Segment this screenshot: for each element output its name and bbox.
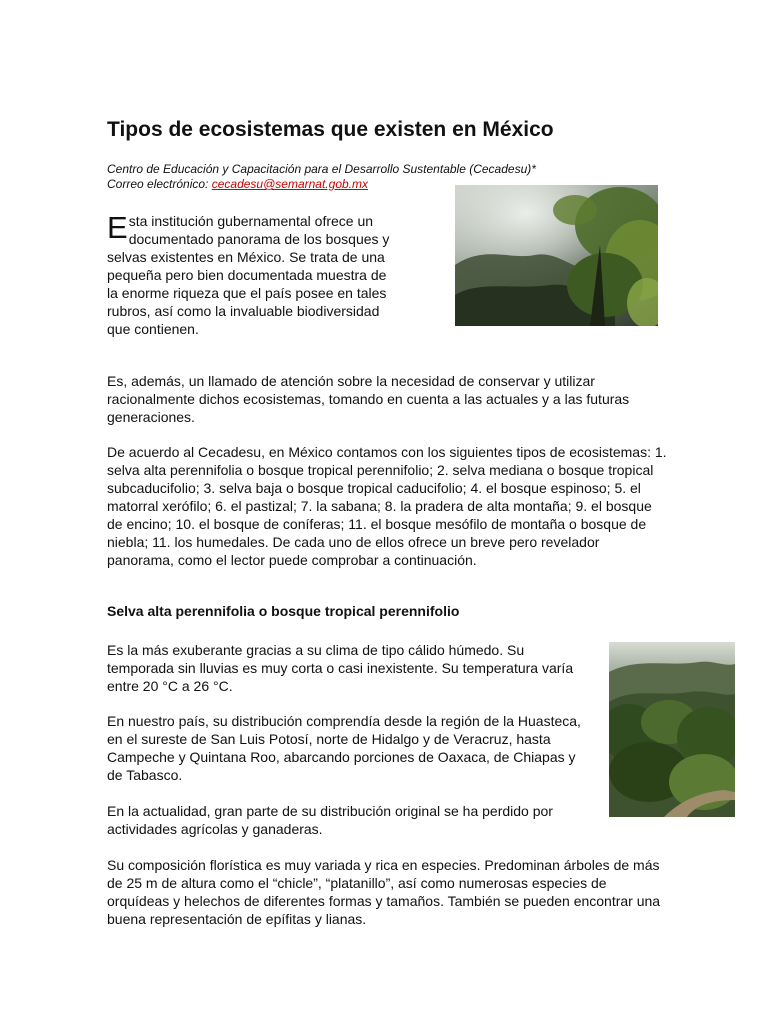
email-label: Correo electrónico: xyxy=(107,177,209,191)
paragraph-3: De acuerdo al Cecadesu, en México contamos con los siguientes tipos de ecosistemas: 1. selva alta perennifolia o bosque tropical perennifolio; 2. selva mediana o bosque tropical subcaducifolio; 3. selva baja o bosque tropical caducifolio; 4. el bosque espinoso; 5. el matorral xerófilo; 6. el pastizal; 7. la sabana; 8. la pradera de alta montaña; 9. el bosque de encino; 10. el bosque de coníferas; 11. el bosque mesófilo de montaña o bosque de niebla; 11. los humedales. De cada uno de ellos ofrece un breve pero revelador panorama, como el lector puede comprobar a continuación. xyxy=(107,444,667,568)
paragraph-2: Es, además, un llamado de atención sobre la necesidad de conservar y utilizar racionalmente dichos ecosistemas, tomando en cuenta a las actuales y a las futuras generaciones. xyxy=(107,373,630,425)
section-heading: Selva alta perennifolia o bosque tropical perennifolio xyxy=(107,603,460,619)
intro-paragraph xyxy=(107,212,397,338)
section-paragraph-3: En la actualidad, gran parte de su distribución original se ha perdido por actividades agrícolas y ganaderas. xyxy=(107,803,553,837)
email-link[interactable]: cecadesu@semarnat.gob.mx xyxy=(211,177,368,191)
document-title: Tipos de ecosistemas que existen en México xyxy=(107,118,554,141)
forest-mist-image xyxy=(455,185,658,326)
rainforest-road-image xyxy=(609,642,735,817)
intro-text: sta institución gubernamental ofrece un documentado panorama de los bosques y selvas existentes en México. Se trata de una pequeña pero bien documentada muestra de la enorme riqueza que el país posee en tales rubros, así como la invaluable biodiversidad que contienen. xyxy=(107,213,390,337)
affiliation-text: Centro de Educación y Capacitación para el Desarrollo Sustentable (Cecadesu)* xyxy=(107,162,536,176)
section-paragraph-2: En nuestro país, su distribución comprendía desde la región de la Huasteca, en el sureste de San Luis Potosí, norte de Hidalgo y de Veracruz, hasta Campeche y Quintana Roo, abarcando porciones de Oaxaca, de Chiapas y de Tabasco. xyxy=(107,713,581,783)
section-paragraph-4: Su composición florística es muy variada y rica en especies. Predominan árboles de más de 25 m de altura como el “chicle”, “platanillo”, así como numerosas especies de orquídeas y helechos de diferentes formas y tamaños. También se pueden encontrar una buena representación de epífitas y lianas. xyxy=(107,857,661,927)
section-paragraph-1: Es la más exuberante gracias a su clima de tipo cálido húmedo. Su temporada sin lluvias es muy corta o casi inexistente. Su temperatura varía entre 20 °C a 26 °C. xyxy=(107,642,574,694)
forest-photo-top xyxy=(455,185,658,326)
drop-cap: E xyxy=(107,210,128,245)
rainforest-photo xyxy=(609,642,735,817)
